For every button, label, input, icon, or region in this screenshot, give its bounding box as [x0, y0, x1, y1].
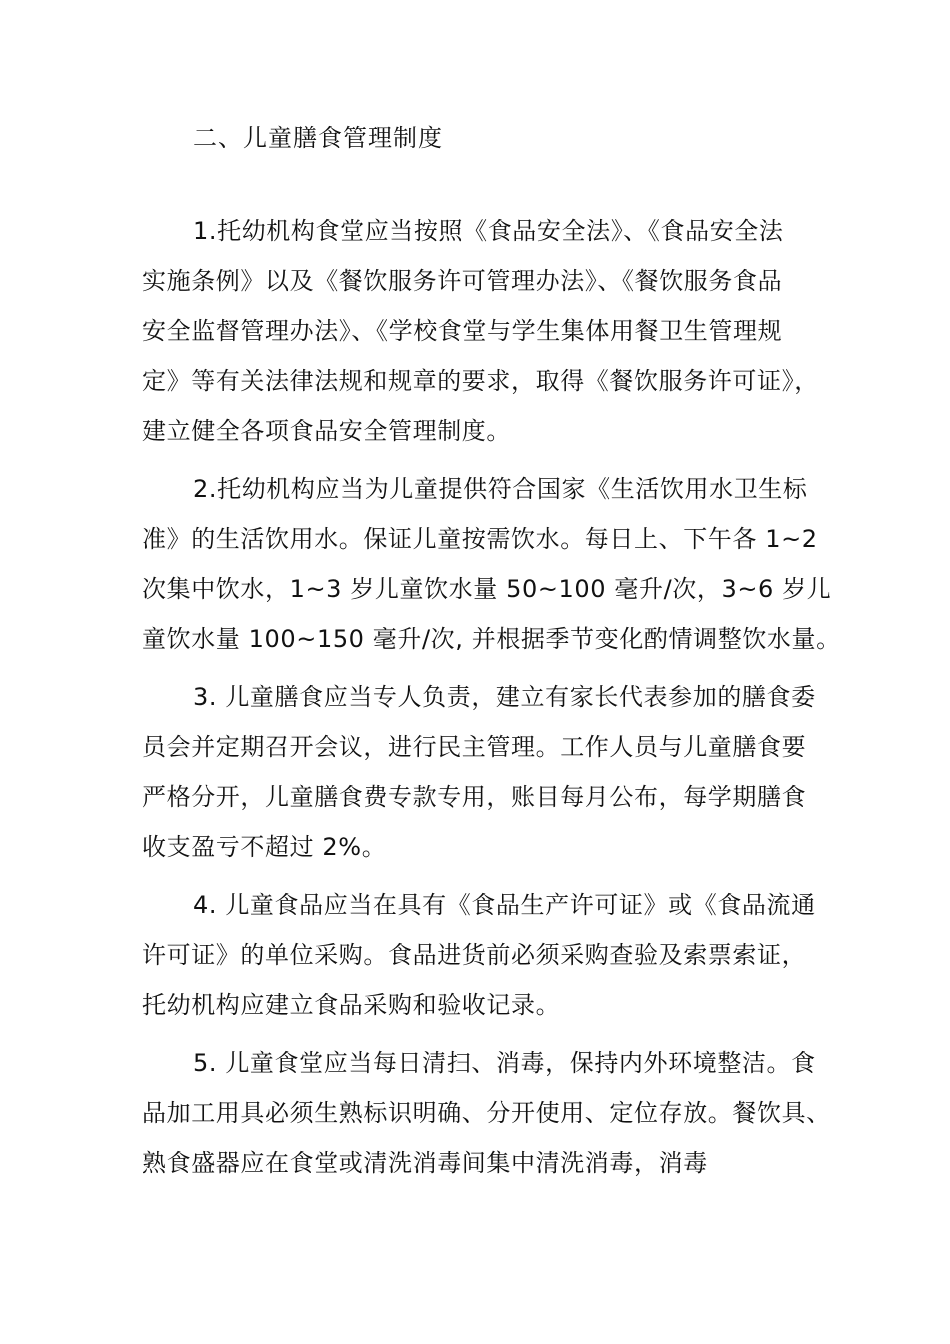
paragraph-line: 品加工用具必须生熟标识明确、分开使用、定位存放。餐饮具、 — [142, 1099, 831, 1127]
paragraph-line: 托幼机构应建立食品采购和验收记录。 — [142, 991, 561, 1019]
paragraph-line: 严格分开，儿童膳食费专款专用，账目每月公布，每学期膳食 — [142, 783, 807, 811]
paragraph-line: 实施条例》以及《餐饮服务许可管理办法》、《餐饮服务食品 — [142, 267, 783, 295]
paragraph-line: 1.托幼机构食堂应当按照《食品安全法》、《食品安全法 — [193, 217, 784, 245]
paragraph-line: 次集中饮水，1~3 岁儿童饮水量 50~100 毫升/次，3~6 岁儿 — [142, 575, 832, 603]
paragraph-line: 许可证》的单位采购。食品进货前必须采购查验及索票索证， — [142, 941, 807, 969]
paragraph-line: 3. 儿童膳食应当专人负责，建立有家长代表参加的膳食委 — [193, 683, 816, 711]
paragraph-1 — [142, 206, 818, 456]
paragraph-line: 4. 儿童食品应当在具有《食品生产许可证》或《食品流通 — [193, 891, 816, 919]
paragraph-5 — [142, 1038, 831, 1188]
paragraph-4 — [142, 880, 818, 1030]
paragraph-line: 安全监督管理办法》、《学校食堂与学生集体用餐卫生管理规 — [142, 317, 783, 345]
paragraph-line: 准》的生活饮用水。保证儿童按需饮水。每日上、下午各 1~2 — [142, 525, 818, 553]
paragraph-2 — [142, 464, 841, 664]
paragraph-3 — [142, 672, 818, 872]
paragraph-line: 定》等有关法律法规和规章的要求，取得《餐饮服务许可证》， — [142, 367, 819, 395]
paragraph-line: 2.托幼机构应当为儿童提供符合国家《生活饮用水卫生标 — [193, 475, 808, 503]
paragraph-line: 员会并定期召开会议，进行民主管理。工作人员与儿童膳食要 — [142, 733, 807, 761]
document-body — [142, 206, 841, 1196]
paragraph-line: 建立健全各项食品安全管理制度。 — [142, 417, 511, 445]
paragraph-line: 收支盈亏不超过 2%。 — [142, 833, 387, 861]
paragraph-line: 5. 儿童食堂应当每日清扫、消毒，保持内外环境整洁。食 — [193, 1049, 816, 1077]
paragraph-line: 童饮水量 100~150 毫升/次, 并根据季节变化酌情调整饮水量。 — [142, 625, 841, 653]
paragraph-line: 熟食盛器应在食堂或清洗消毒间集中清洗消毒，消毒 — [142, 1149, 708, 1177]
section-heading: 二、儿童膳食管理制度 — [193, 124, 443, 152]
